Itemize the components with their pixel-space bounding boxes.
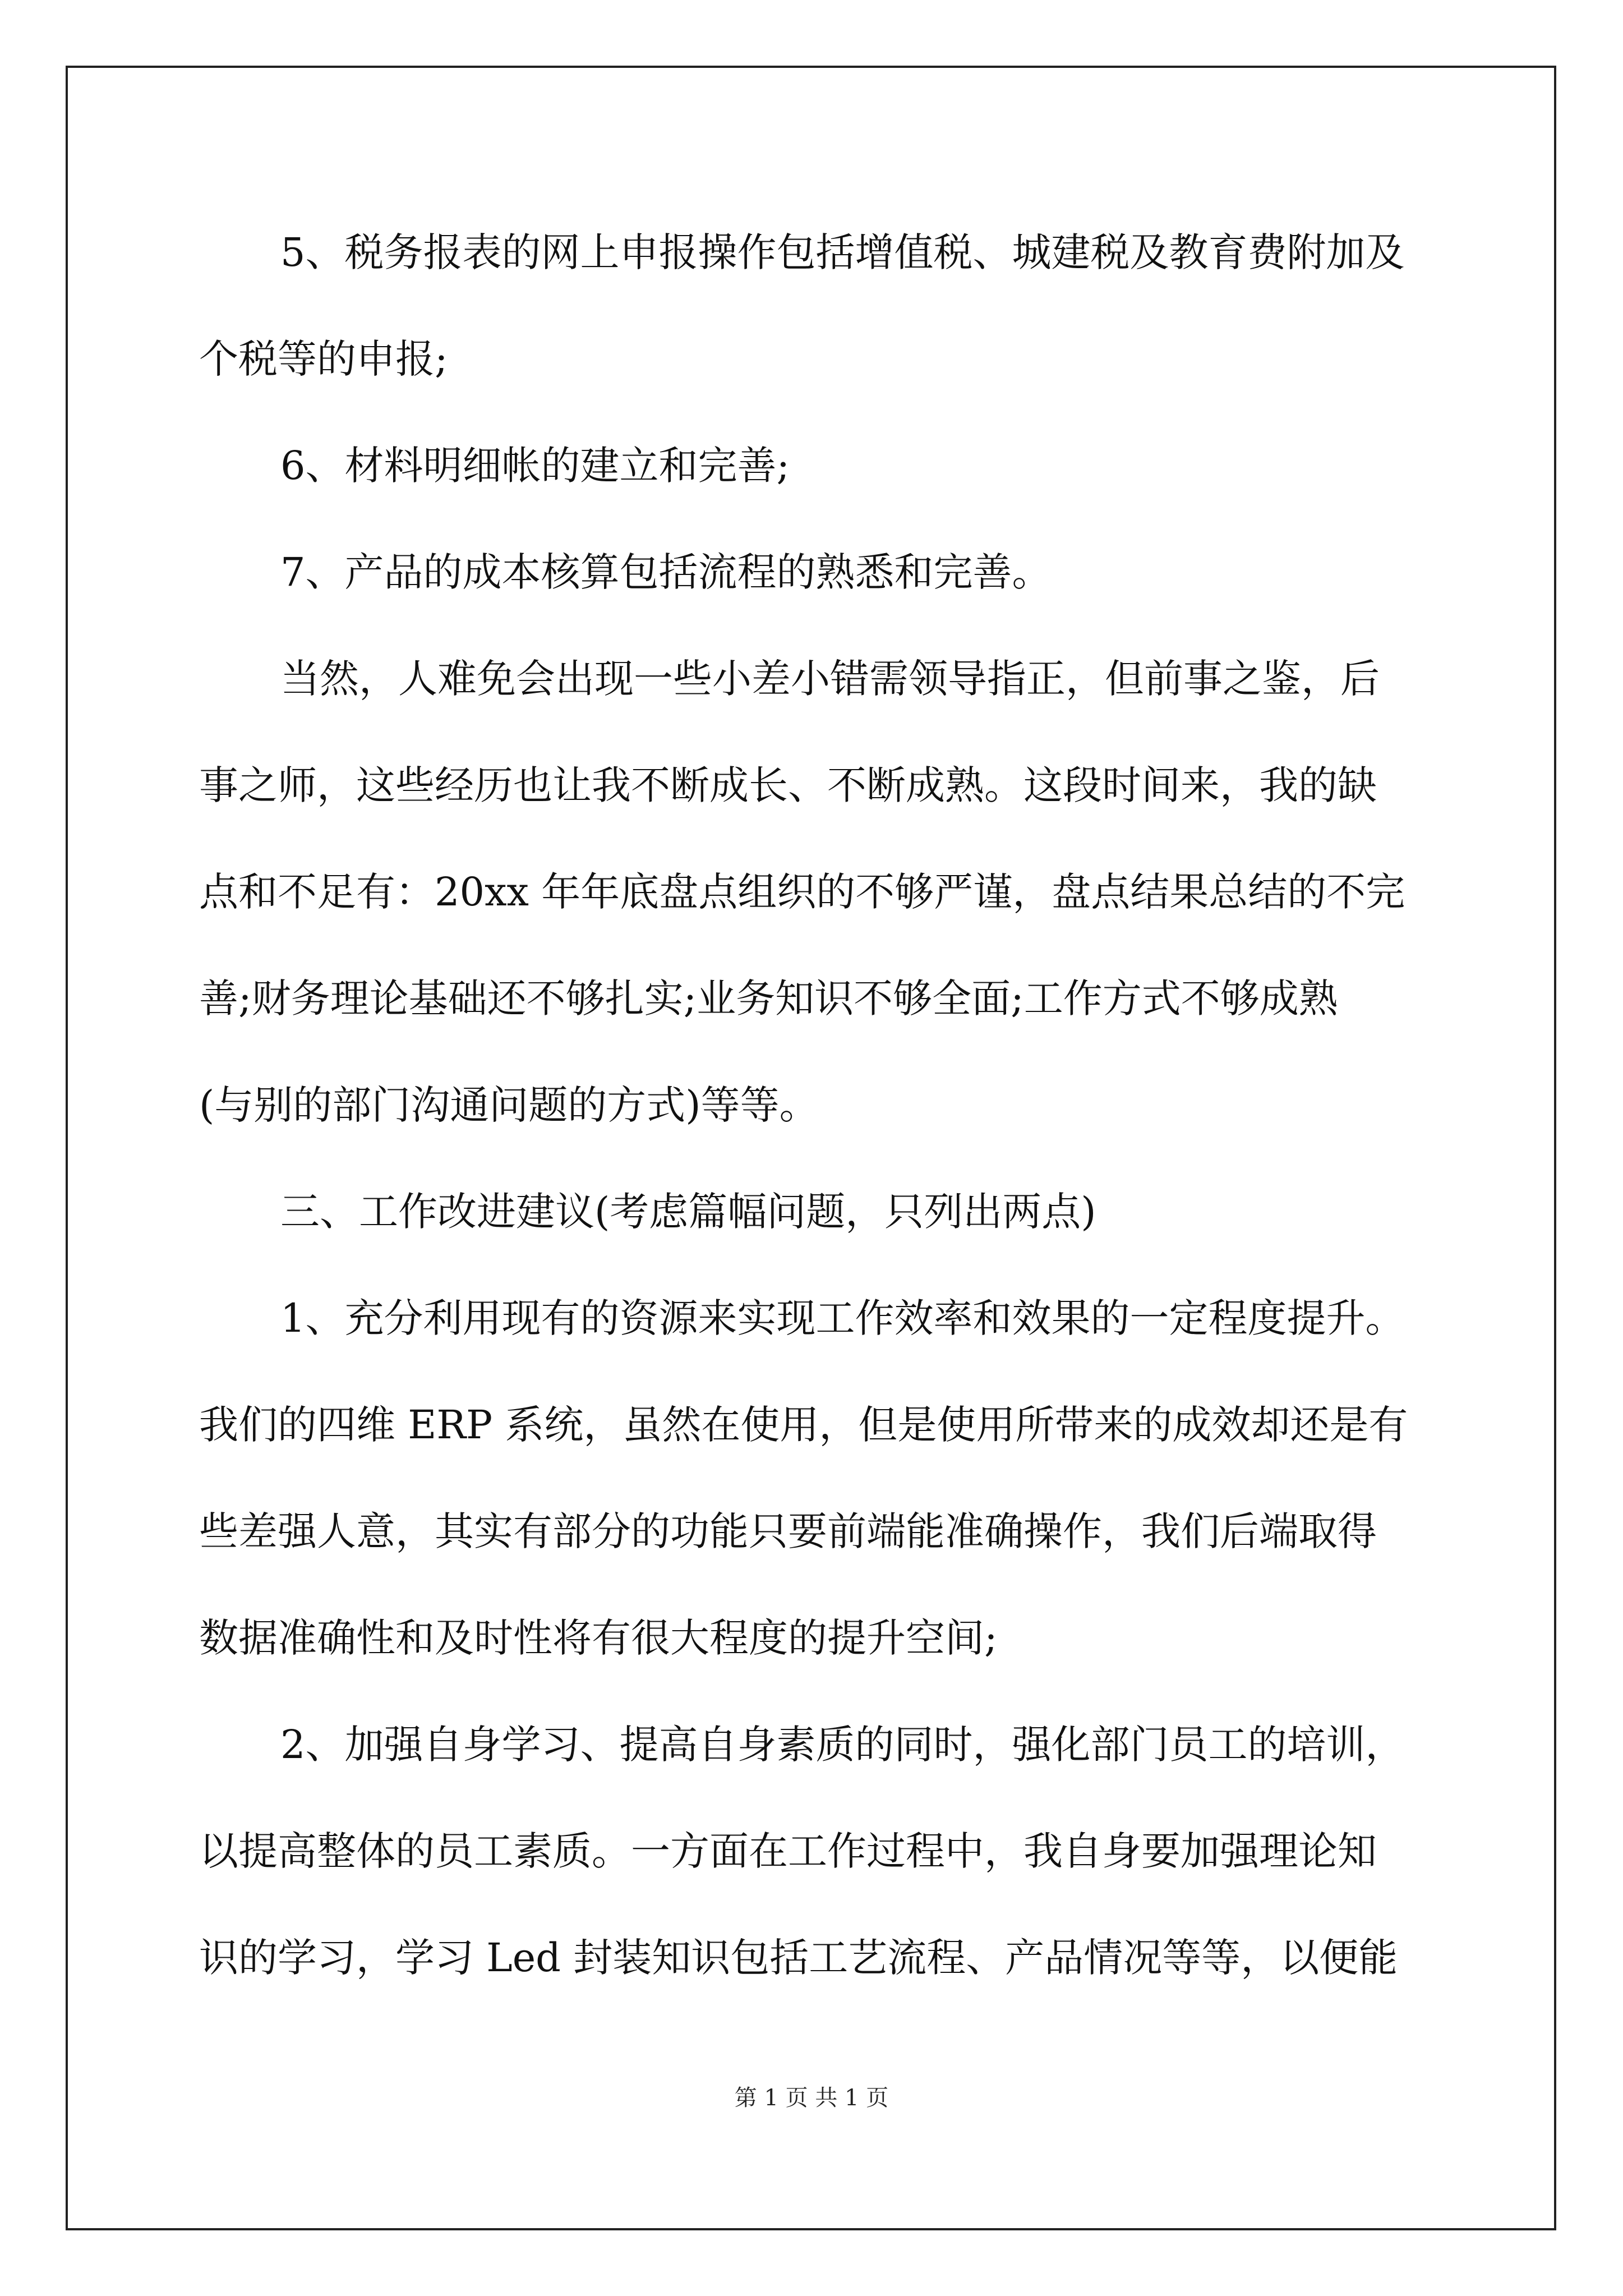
paragraph-line: 7、产品的成本核算包括流程的熟悉和完善。: [280, 549, 1052, 595]
paragraph-line: 事之师，这些经历也让我不断成长、不断成熟。这段时间来，我的缺: [199, 762, 1377, 808]
paragraph-line: 6、材料明细帐的建立和完善;: [280, 443, 790, 489]
section-heading: 三、工作改进建议(考虑篇幅问题，只列出两点): [280, 1189, 1096, 1235]
paragraph-line: 善;财务理论基础还不够扎实;业务知识不够全面;工作方式不够成熟: [199, 976, 1338, 1022]
paragraph-line: 我们的四维 ERP 系统，虽然在使用，但是使用所带来的成效却还是有: [199, 1402, 1408, 1448]
paragraph-line: 个税等的申报;: [199, 336, 448, 382]
paragraph-line: 识的学习，学习 Led 封装知识包括工艺流程、产品情况等等，以便能: [199, 1935, 1398, 1981]
paragraph-line: 数据准确性和及时性将有很大程度的提升空间;: [199, 1615, 998, 1661]
paragraph-line: (与别的部门沟通问题的方式)等等。: [199, 1082, 819, 1128]
paragraph-line: 以提高整体的员工素质。一方面在工作过程中，我自身要加强理论知: [199, 1828, 1377, 1874]
paragraph-line: 些差强人意，其实有部分的功能只要前端能准确操作，我们后端取得: [199, 1508, 1377, 1554]
paragraph-line: 点和不足有：20xx 年年底盘点组织的不够严谨，盘点结果总结的不完: [199, 869, 1405, 915]
page-border: [66, 66, 1556, 2230]
paragraph-line: 1、充分利用现有的资源来实现工作效率和效果的一定程度提升。: [280, 1295, 1405, 1341]
page-number: 第 1 页 共 1 页: [734, 2085, 889, 2111]
paragraph-line: 5、税务报表的网上申报操作包括增值税、城建税及教育费附加及: [280, 229, 1405, 275]
paragraph-line: 2、加强自身学习、提高自身素质的同时，强化部门员工的培训，: [280, 1722, 1405, 1768]
paragraph-line: 当然，人难免会出现一些小差小错需领导指正，但前事之鉴，后: [280, 656, 1380, 702]
